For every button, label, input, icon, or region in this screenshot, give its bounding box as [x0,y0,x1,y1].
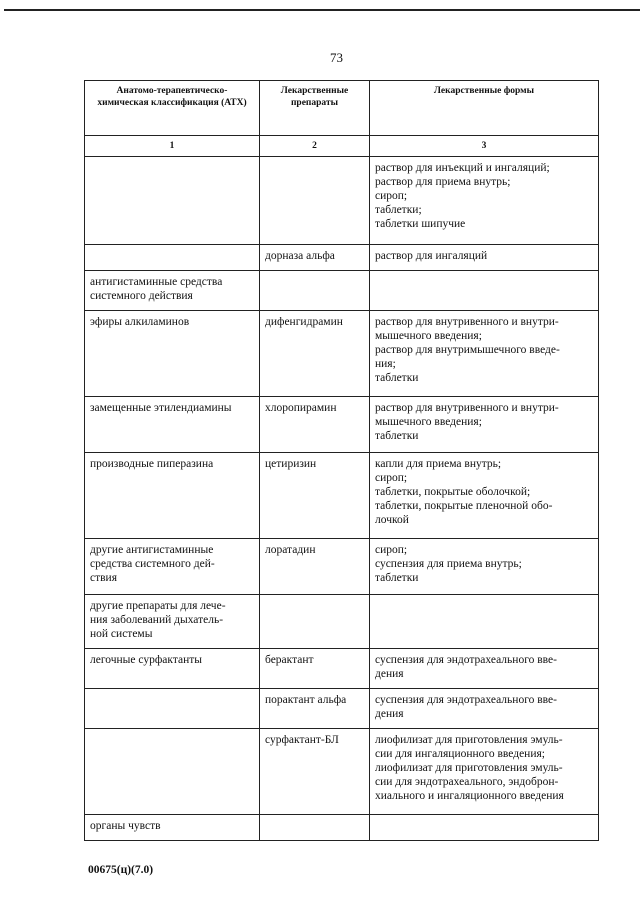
cell-text-line: ния; [375,358,396,370]
atx-cell [85,539,260,595]
cell-text-line: капли для приема внутрь; [375,458,502,470]
table-row [85,397,599,453]
drug-cell [260,649,370,689]
cell-text-line: суспензия для эндотрахеального вве- [375,694,557,706]
header-dosage-forms [370,81,599,136]
cell-text-line: мышечного введения; [375,416,482,428]
dosage-form-cell [370,595,599,649]
cell-text-line: берактант [265,654,314,666]
header-line: химическая классификация [97,98,219,108]
header-line: Лекарственные [280,86,349,96]
column-number: 3 [370,136,599,157]
header-line: Лекарственные формы [433,86,535,96]
cell-text-line: раствор для внутримышечного введе- [375,344,560,356]
drug-cell [260,157,370,245]
dosage-form-cell [370,729,599,815]
drug-cell [260,397,370,453]
table-row [85,729,599,815]
header-line: препараты [290,98,339,108]
cell-text-line: таблетки, покрытые оболочкой; [375,486,531,498]
atx-cell [85,245,260,271]
cell-text-line: замещенные этилендиамины [90,402,232,414]
cell-text-line: эфиры алкиламинов [90,316,190,328]
dosage-form-cell [370,271,599,311]
table-row [85,595,599,649]
drug-cell [260,453,370,539]
cell-text-line: лоратадин [265,544,316,556]
header-atx-classification [85,81,260,136]
cell-text-line: хиального и ингаляционного введения [375,790,564,802]
cell-text-line: сироп; [375,544,408,556]
page-number: 73 [330,50,343,65]
cell-text-line: таблетки [375,572,419,584]
table-row [85,453,599,539]
dosage-form-cell [370,245,599,271]
cell-text-line: раствор для внутривенного и внутри- [375,402,559,414]
cell-text-line: ствия [90,572,118,584]
cell-text-line: сурфактант-БЛ [265,734,339,746]
atx-cell [85,311,260,397]
drug-cell [260,689,370,729]
dosage-form-cell [370,539,599,595]
dosage-form-cell [370,815,599,841]
column-number: 2 [260,136,370,157]
cell-text-line: другие антигистаминные [90,544,214,556]
cell-text-line: сироп; [375,472,408,484]
table-row [85,539,599,595]
table-row [85,271,599,311]
drug-cell [260,539,370,595]
atx-table [84,80,599,841]
cell-text-line: сии для ингаляционного введения; [375,748,545,760]
cell-text-line: раствор для внутривенного и внутри- [375,316,559,328]
dosage-form-cell [370,157,599,245]
column-number: 1 [85,136,260,157]
cell-text-line: сии для эндотрахеального, эндоброн- [375,776,559,788]
cell-text-line: таблетки; [375,204,422,216]
dosage-form-cell [370,397,599,453]
cell-text-line: цетиризин [265,458,317,470]
cell-text-line: раствор для инъекций и ингаляций; [375,162,550,174]
dosage-form-cell [370,453,599,539]
cell-text-line: дения [375,708,404,720]
drug-cell [260,595,370,649]
column-number-row [85,136,599,157]
atx-cell [85,397,260,453]
cell-text-line: мышечного введения; [375,330,482,342]
cell-text-line: хлоропирамин [265,402,337,414]
cell-text-line: дифенгидрамин [265,316,343,328]
table-row [85,157,599,245]
cell-text-line: производные пиперазина [90,458,214,470]
cell-text-line: лиофилизат для приготовления эмуль- [375,762,563,774]
header-row [85,81,599,136]
cell-text-line: антигистаминные средства [90,276,223,288]
cell-text-line: раствор для приема внутрь; [375,176,511,188]
drug-cell [260,815,370,841]
header-drugs [260,81,370,136]
cell-text-line: дорназа альфа [265,250,335,262]
cell-text-line: легочные сурфактанты [90,654,202,666]
header-line: Анатомо-терапевтическо- [116,86,228,96]
drug-cell [260,729,370,815]
cell-text-line: таблетки, покрытые пленочной обо- [375,500,553,512]
atx-cell [85,157,260,245]
dosage-form-cell [370,689,599,729]
cell-text-line: лиофилизат для приготовления эмуль- [375,734,563,746]
dosage-form-cell [370,649,599,689]
atx-cell [85,729,260,815]
table-row [85,245,599,271]
footer-document-code: 00675(ц)(7.0) [88,864,154,876]
cell-text-line: дения [375,668,404,680]
drug-cell [260,271,370,311]
table-row [85,689,599,729]
cell-text-line: таблетки шипучие [375,218,466,230]
drug-cell [260,245,370,271]
cell-text-line: раствор для ингаляций [375,250,488,262]
header-line: (АТХ) [221,98,247,108]
cell-text-line: ной системы [90,628,153,640]
cell-text-line: лочкой [375,514,409,526]
cell-text-line: системного действия [90,290,193,302]
cell-text-line: органы чувств [90,820,161,832]
dosage-form-cell [370,311,599,397]
cell-text-line: ния заболеваний дыхатель- [90,614,224,626]
cell-text-line: средства системного дей- [90,558,215,570]
cell-text-line: таблетки [375,430,419,442]
atx-cell [85,453,260,539]
atx-cell [85,689,260,729]
atx-cell [85,271,260,311]
table-row [85,649,599,689]
cell-text-line: порактант альфа [265,694,347,706]
atx-cell [85,649,260,689]
atx-cell [85,815,260,841]
cell-text-line: сироп; [375,190,408,202]
table-row [85,815,599,841]
cell-text-line: другие препараты для лече- [90,600,226,612]
cell-text-line: суспензия для приема внутрь; [375,558,522,570]
atx-cell [85,595,260,649]
top-rule [4,9,640,11]
table-row [85,311,599,397]
cell-text-line: суспензия для эндотрахеального вве- [375,654,557,666]
cell-text-line: таблетки [375,372,419,384]
drug-cell [260,311,370,397]
